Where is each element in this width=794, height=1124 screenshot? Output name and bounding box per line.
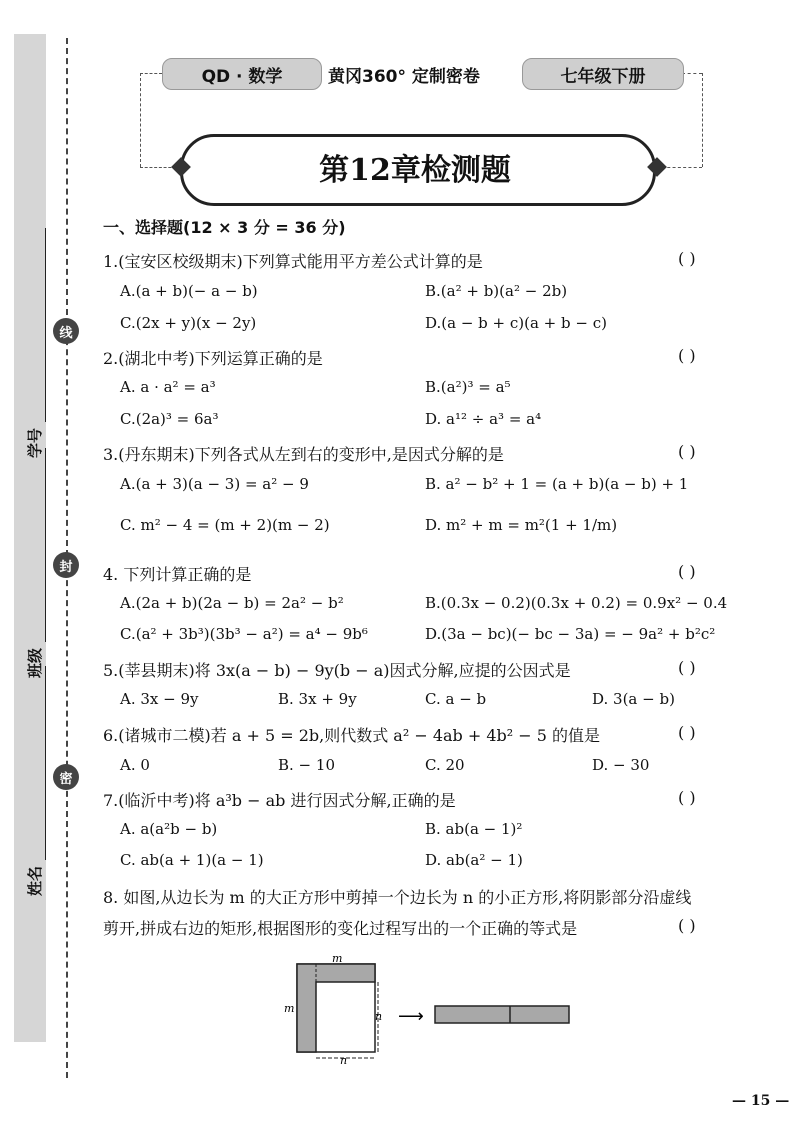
q7-option-a[interactable]: A. a(a²b − b) bbox=[120, 820, 218, 838]
q4-option-b[interactable]: B.(0.3x − 0.2)(0.3x + 0.2) = 0.9x² − 0.4 bbox=[425, 594, 728, 612]
header-dash-left bbox=[140, 73, 162, 74]
answer-blank-4[interactable]: ( ) bbox=[678, 562, 696, 581]
question-1-stem: 1.(宝安区校级期末)下列算式能用平方差公式计算的是 bbox=[103, 252, 483, 271]
q3-option-c[interactable]: C. m² − 4 = (m + 2)(m − 2) bbox=[120, 516, 330, 534]
question-5-stem: 5.(莘县期末)将 3x(a − b) − 9y(b − a)因式分解,应提的公因式是 bbox=[103, 661, 571, 680]
arrow-icon: ⟶ bbox=[398, 1006, 424, 1027]
subject-pill: QD · 数学 bbox=[162, 58, 322, 90]
series-name: 黄冈360° 定制密卷 bbox=[328, 67, 480, 87]
seal-seal: 封 bbox=[53, 552, 79, 578]
q6-option-a[interactable]: A. 0 bbox=[120, 756, 150, 774]
class-label: 班级 bbox=[25, 647, 44, 678]
question-8-figure bbox=[280, 948, 580, 1066]
student-id-label: 学号 bbox=[25, 427, 44, 458]
q5-option-b[interactable]: B. 3x + 9y bbox=[278, 690, 357, 708]
name-field[interactable] bbox=[14, 666, 54, 896]
q4-option-a[interactable]: A.(2a + b)(2a − b) = 2a² − b² bbox=[120, 594, 344, 612]
q1-option-a[interactable]: A.(a + b)(− a − b) bbox=[120, 282, 258, 300]
q2-option-d[interactable]: D. a¹² ÷ a³ = a⁴ bbox=[425, 410, 542, 428]
class-field[interactable] bbox=[14, 448, 54, 678]
q1-option-b[interactable]: B.(a² + b)(a² − 2b) bbox=[425, 282, 568, 300]
answer-blank-6[interactable]: ( ) bbox=[678, 723, 696, 742]
q1-option-d[interactable]: D.(a − b + c)(a + b − c) bbox=[425, 314, 607, 332]
label-n-bottom: n bbox=[340, 1054, 348, 1066]
seal-secret: 密 bbox=[53, 764, 79, 790]
question-4-stem: 4. 下列计算正确的是 bbox=[103, 565, 252, 584]
question-7-stem: 7.(临沂中考)将 a³b − ab 进行因式分解,正确的是 bbox=[103, 791, 456, 810]
answer-blank-1[interactable]: ( ) bbox=[678, 249, 696, 268]
q4-option-c[interactable]: C.(a² + 3b³)(3b³ − a²) = a⁴ − 9b⁶ bbox=[120, 625, 368, 643]
answer-blank-5[interactable]: ( ) bbox=[678, 658, 696, 677]
q2-option-c[interactable]: C.(2a)³ = 6a³ bbox=[120, 410, 219, 428]
q3-option-b[interactable]: B. a² − b² + 1 = (a + b)(a − b) + 1 bbox=[425, 475, 689, 493]
q5-option-d[interactable]: D. 3(a − b) bbox=[592, 690, 675, 708]
answer-blank-8[interactable]: ( ) bbox=[678, 916, 696, 935]
answer-blank-2[interactable]: ( ) bbox=[678, 346, 696, 365]
q7-option-d[interactable]: D. ab(a² − 1) bbox=[425, 851, 523, 869]
label-n-right: n bbox=[375, 1010, 383, 1023]
q7-option-c[interactable]: C. ab(a + 1)(a − 1) bbox=[120, 851, 264, 869]
seal-line: 线 bbox=[53, 318, 79, 344]
answer-blank-3[interactable]: ( ) bbox=[678, 442, 696, 461]
header-dash-right-v bbox=[702, 73, 703, 167]
figure-svg bbox=[280, 948, 580, 1066]
question-3-stem: 3.(丹东期末)下列各式从左到右的变形中,是因式分解的是 bbox=[103, 445, 504, 464]
label-m-top: m bbox=[332, 952, 343, 965]
result-rectangle bbox=[435, 1006, 569, 1023]
section-heading: 一、选择题(12 × 3 分 = 36 分) bbox=[103, 218, 346, 237]
q5-option-a[interactable]: A. 3x − 9y bbox=[120, 690, 199, 708]
student-id-field[interactable] bbox=[14, 228, 54, 458]
question-8-stem-line2: 剪开,拼成右边的矩形,根据图形的变化过程写出的一个正确的等式是 bbox=[103, 919, 578, 938]
q3-option-a[interactable]: A.(a + 3)(a − 3) = a² − 9 bbox=[120, 475, 309, 493]
q4-option-d[interactable]: D.(3a − bc)(− bc − 3a) = − 9a² + b²c² bbox=[425, 625, 716, 643]
question-2-stem: 2.(湖北中考)下列运算正确的是 bbox=[103, 349, 323, 368]
q7-option-b[interactable]: B. ab(a − 1)² bbox=[425, 820, 523, 838]
q5-option-c[interactable]: C. a − b bbox=[425, 690, 487, 708]
header-dash-right-h2 bbox=[662, 167, 702, 168]
q6-option-c[interactable]: C. 20 bbox=[425, 756, 465, 774]
header-dash-right bbox=[682, 73, 702, 74]
answer-blank-7[interactable]: ( ) bbox=[678, 788, 696, 807]
q1-option-c[interactable]: C.(2x + y)(x − 2y) bbox=[120, 314, 257, 332]
q6-option-d[interactable]: D. − 30 bbox=[592, 756, 650, 774]
q2-option-a[interactable]: A. a · a² = a³ bbox=[120, 378, 216, 396]
q6-option-b[interactable]: B. − 10 bbox=[278, 756, 335, 774]
grade-pill: 七年级下册 bbox=[522, 58, 684, 90]
name-label: 姓名 bbox=[25, 865, 44, 896]
page-title: 第12章检测题 bbox=[319, 153, 511, 188]
q3-option-d[interactable]: D. m² + m = m²(1 + 1/m) bbox=[425, 516, 618, 534]
header-dash-left-v bbox=[140, 73, 141, 167]
page-number: — 15 — bbox=[732, 1093, 790, 1109]
question-6-stem: 6.(诸城市二模)若 a + 5 = 2b,则代数式 a² − 4ab + 4b² − 5 的值是 bbox=[103, 726, 601, 745]
question-8-stem-line1: 8. 如图,从边长为 m 的大正方形中剪掉一个边长为 n 的小正方形,将阴影部分沿虚线 bbox=[103, 888, 692, 907]
label-m-left: m bbox=[284, 1002, 295, 1015]
q2-option-b[interactable]: B.(a²)³ = a⁵ bbox=[425, 378, 511, 396]
